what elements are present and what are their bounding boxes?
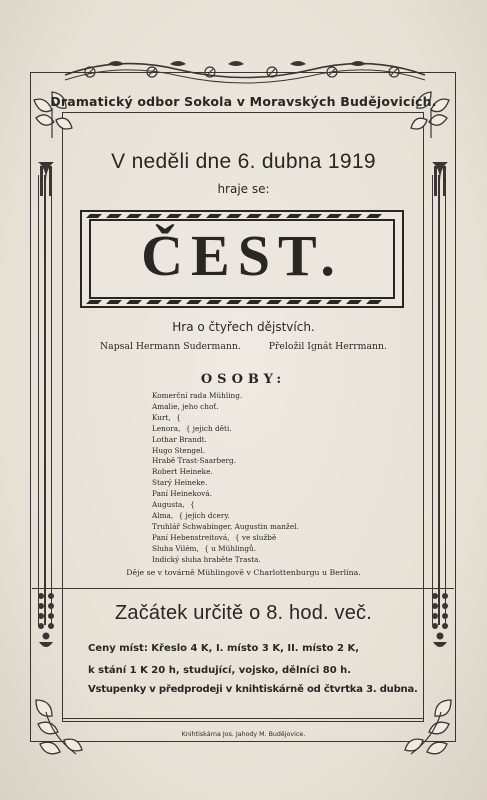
prices-line-2: k stání 1 K 20 h, studující, vojsko, dělníci 80 h. [88, 665, 352, 676]
left-border-lines [38, 175, 52, 625]
cast-row: Amalie, jeho choť. [152, 401, 219, 411]
cast-row: Paní Heineková. [152, 489, 212, 499]
bottom-left-leaf-ornament-icon [28, 692, 90, 762]
cast-list [152, 391, 299, 566]
cast-row: Robert Heineke. [152, 467, 213, 477]
bottom-divider [62, 718, 424, 719]
ticket-prices [88, 638, 359, 682]
cast-row: Truhlář Schwabinger, Augustin manžel. [152, 521, 299, 531]
cast-row: Lenora, { jejich děti. [152, 423, 232, 433]
cast-row: Hugo Stengel. [152, 445, 206, 455]
cast-row: Hrabě Trast-Saarberg. [152, 456, 237, 466]
cast-row: Paní Hebenstreitová, { ve službě [152, 532, 277, 542]
start-time: Začátek určitě o 8. hod. več. [114, 602, 373, 624]
bottom-right-leaf-ornament-icon [397, 692, 459, 762]
organization-heading: Dramatický odbor Sokola v Moravských Budějovicích. [50, 94, 437, 109]
right-border-lines [432, 175, 446, 625]
plays-label: hraje se: [217, 182, 270, 196]
play-subtitle: Hra o čtyřech dějstvích. [172, 320, 315, 334]
printer-credit: Knihtiskárna Jos. Jahody M. Budějovice. [181, 731, 306, 738]
cast-row: Kurt, { [152, 412, 181, 422]
section-divider [32, 588, 454, 589]
cast-heading: OSOBY: [200, 372, 287, 387]
prices-line-1: Ceny míst: Křeslo 4 K, I. místo 3 K, II. místo 2 K, [88, 643, 360, 654]
cast-row: Indický sluha hraběte Trasta. [152, 554, 261, 564]
cast-row: Augusta, { [152, 500, 195, 510]
top-floral-ornament-icon [60, 50, 430, 90]
performance-date: V neděli dne 6. dubna 1919 [111, 150, 376, 173]
cast-row: Alma, { jejich dcery. [152, 510, 230, 520]
authors-line [0, 341, 487, 352]
author-credit: Napsal Hermann Sudermann. [100, 341, 241, 352]
setting-note: Děje se v továrně Mühlingově v Charlottenburgu u Berlína. [126, 568, 361, 577]
cast-row: Sluha Vilém, { u Mühlingů. [152, 543, 257, 553]
translator-credit: Přeložil Ignát Herrmann. [268, 341, 387, 352]
play-title: ČEST. [141, 223, 343, 288]
cast-row: Komerční rada Mühling. [152, 391, 243, 400]
title-box [80, 210, 404, 308]
cast-row: Lothar Brandt. [152, 434, 207, 444]
presale-note: Vstupenky v předprodeji v knihtiskárně od čtvrtka 3. dubna. [88, 684, 418, 695]
cast-row: Starý Heineke. [152, 478, 208, 488]
